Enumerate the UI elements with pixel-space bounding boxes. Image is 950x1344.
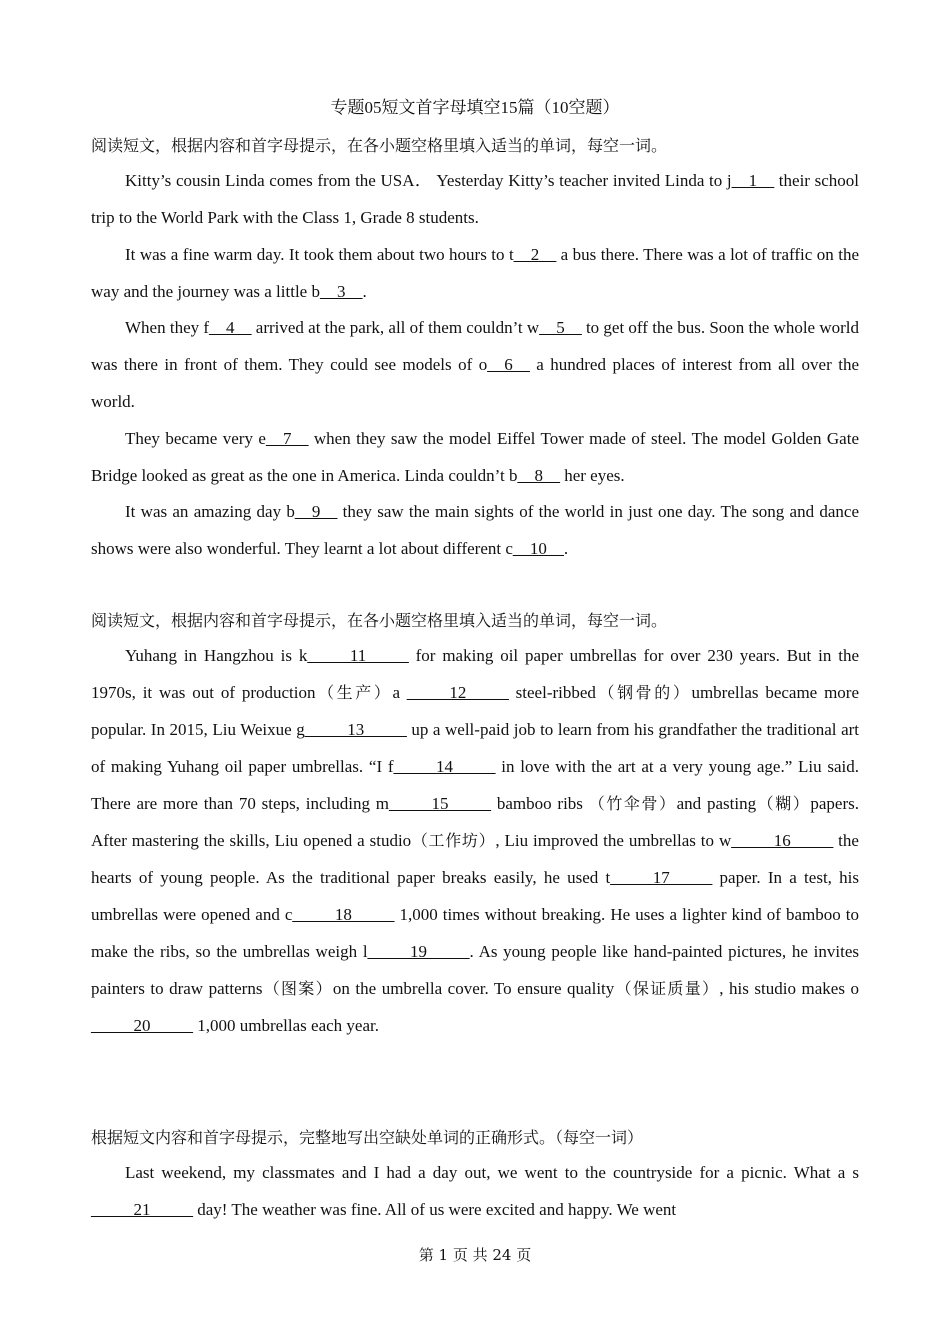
passage1-paragraph5: It was an amazing day b__9__ they saw the main sights of the world in just one day. The song and dance shows were also wonderful. They learnt a lot about different c__10__. [91, 493, 859, 567]
blank-10[interactable]: __10__ [512, 539, 564, 558]
page-footer: 第 1 页 共 24 页 [418, 1246, 532, 1264]
blank-7[interactable]: __7__ [265, 429, 309, 448]
passage1-paragraph4: They became very e__7__ when they saw the model Eiffel Tower made of steel. The model Golden Gate Bridge looked as great as the one in America. Linda couldn’t b__8__ her eyes. [91, 420, 859, 494]
passage1-paragraph3: When they f__4__ arrived at the park, all of them couldn’t w__5__ to get off the bus. Soon the whole world was there in front of them. They could see models of o__6__ a hundred places of interest from all over the world. [91, 309, 859, 420]
blank-14[interactable]: _____14_____ [393, 757, 496, 776]
instruction-c: 根据短文内容和首字母提示，完整地写出空缺处单词的正确形式。（每空一词） [91, 1128, 644, 1147]
instruction-a: 阅读短文，根据内容和首字母提示，在各小题空格里填入适当的单词，每空一词。 [91, 136, 668, 155]
blank-18[interactable]: _____18_____ [292, 905, 395, 924]
passage3-paragraph: Last weekend, my classmates and I had a day out, we went to the countryside for a picnic. What a s_____21_____ day! The weather was fine. All of us were excited and happy. We went [91, 1154, 859, 1228]
blank-11[interactable]: _____11_____ [307, 646, 409, 665]
blank-13[interactable]: _____13_____ [304, 720, 407, 739]
blank-4[interactable]: __4__ [209, 318, 252, 337]
blank-16[interactable]: _____16_____ [731, 831, 834, 850]
blank-3[interactable]: __3__ [319, 282, 363, 301]
blank-2[interactable]: __2__ [513, 245, 557, 264]
blank-17[interactable]: _____17_____ [610, 868, 713, 887]
page-title: 专题05短文首字母填空15篇（10空题） [330, 98, 620, 117]
passage1-paragraph1: Kitty’s cousin Linda comes from the USA． Yesterday Kitty’s teacher invited Linda to j__1__ their school trip to the World Park with the Class 1, Grade 8 students. [91, 162, 859, 236]
blank-15[interactable]: _____15_____ [389, 794, 492, 813]
blank-21[interactable]: _____21_____ [91, 1200, 193, 1219]
blank-12[interactable]: _____12_____ [406, 683, 509, 702]
passage2-paragraph: Yuhang in Hangzhou is k_____11_____ for making oil paper umbrellas for over 230 years. But in the 1970s, it was out of production（生产）a _____12_____ steel-ribbed（钢骨的）umbrellas became more popular. In 2015, Liu Weixue g_____13_____ up a well-paid job to learn from his grandfather the traditional art of making Yuhang oil paper umbrellas. “I f_____14_____ in love with the art at a very young age.” Liu said. There are more than 70 steps, including m_____15_____ bamboo ribs （竹伞骨）and pasting（糊）papers. After mastering the skills, Liu opened a studio（工作坊）, Liu improved the umbrellas to w_____16_____ the hearts of young people. As the traditional paper breaks easily, he used t_____17_____ paper. In a test, his umbrellas were opened and c_____18_____ 1,000 times without breaking. He uses a lighter kind of bamboo to make the ribs, so the umbrellas weigh l_____19_____. As young people like hand-painted pictures, he invites painters to draw patterns（图案）on the umbrella cover. To ensure quality（保证质量）, his studio makes o_____20_____ 1,000 umbrellas each year. [91, 637, 859, 1044]
passage1-paragraph2: It was a fine warm day. It took them about two hours to t__2__ a bus there. There was a lot of traffic on the way and the journey was a little b__3__. [91, 236, 859, 310]
blank-6[interactable]: __6__ [487, 355, 530, 374]
blank-20[interactable]: _____20_____ [91, 1016, 193, 1035]
blank-5[interactable]: __5__ [539, 318, 582, 337]
blank-8[interactable]: __8__ [517, 466, 560, 485]
blank-19[interactable]: _____19_____ [367, 942, 470, 961]
blank-9[interactable]: __9__ [294, 502, 338, 521]
instruction-b: 阅读短文，根据内容和首字母提示，在各小题空格里填入适当的单词，每空一词。 [91, 611, 668, 630]
blank-1[interactable]: __1__ [731, 171, 775, 190]
